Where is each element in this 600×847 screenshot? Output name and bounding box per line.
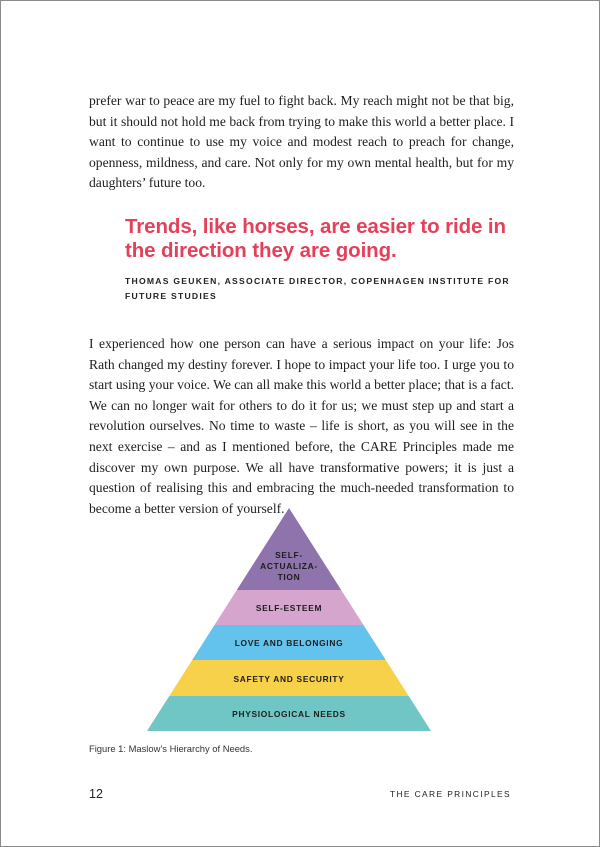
page-number: 12 — [89, 787, 103, 801]
pyramid-label-self-actualization-line-3: TION — [277, 572, 301, 582]
pull-quote: Trends, like horses, are easier to ride in the direction they are going. — [125, 215, 506, 262]
body-paragraph-1: prefer war to peace are my fuel to fight back. My reach might not be that big, but it should not hold me back from trying to make this world a better place. I want to continue to use my voice and modest reach to preach for change, openness, mildness, and care. Not only for my own mental health, but for my daughters’ future too. — [89, 93, 514, 191]
quote-attribution: THOMAS GEUKEN, ASSOCIATE DIRECTOR, COPENHAGEN INSTITUTE FOR FUTURE STUDIES — [125, 276, 510, 301]
pyramid-label-self-esteem: SELF-ESTEEM — [255, 603, 323, 613]
pyramid-label-self-actualization-line-2: ACTUALIZA- — [260, 561, 318, 571]
figure-caption: Figure 1: Maslow’s Hierarchy of Needs. — [89, 743, 253, 754]
pyramid-label-love-and-belonging: LOVE AND BELONGING — [234, 638, 344, 648]
running-head: THE CARE PRINCIPLES — [389, 789, 511, 799]
maslow-pyramid — [147, 508, 431, 731]
body-paragraph-2: I experienced how one person can have a serious impact on your life: Jos Rath changed my destiny forever. I hope to impact your life too. I urge you to start using your voice. We can all make this world a better place; that is a fact. We can no longer wait for others to do it for us; we must step up and start a revolution ourselves. No time to waste – life is short, as you will see in the next exercise – and as I mentioned before, the CARE Principles made me discover my own purpose. We all have transformative powers; it is just a question of realising this and embracing the much-needed transformation to become a better version of yourself. — [89, 336, 514, 516]
pyramid-label-self-actualization-line-1: SELF- — [275, 550, 303, 560]
pyramid-label-safety-and-security: SAFETY AND SECURITY — [233, 674, 345, 684]
pyramid-label-physiological-needs: PHYSIOLOGICAL NEEDS — [232, 709, 346, 719]
